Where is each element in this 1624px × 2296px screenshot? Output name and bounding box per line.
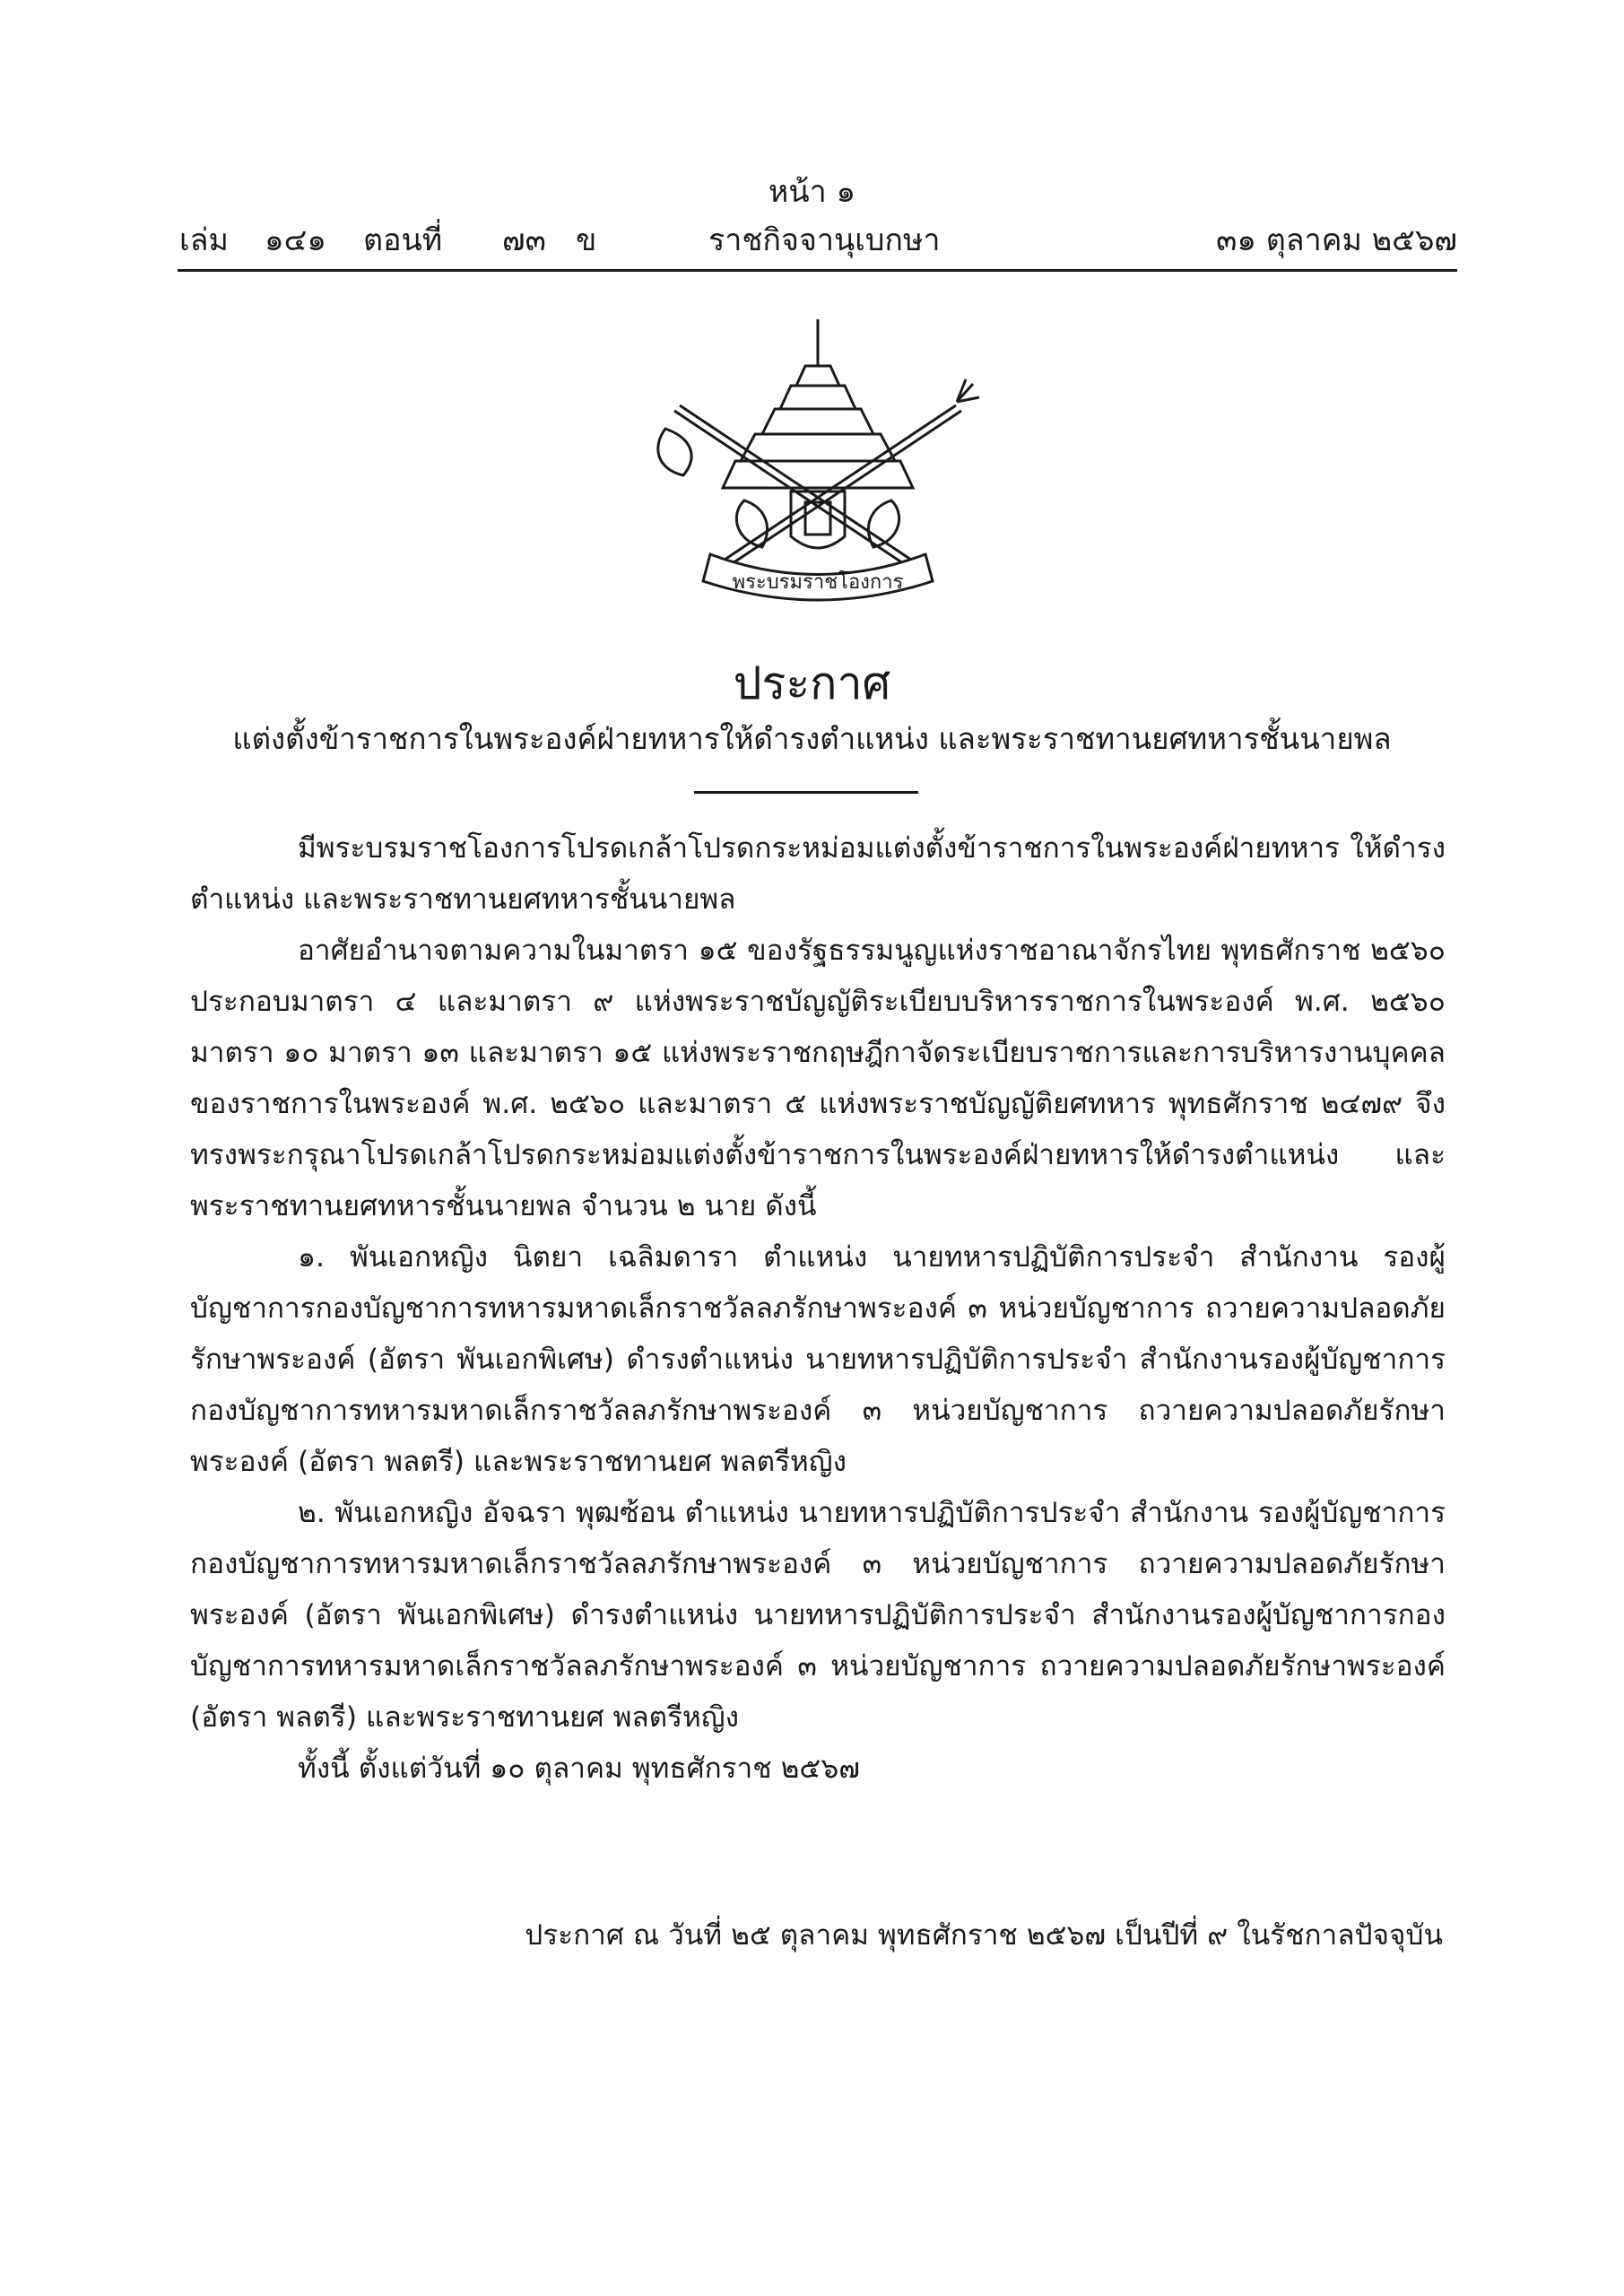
paragraph: มีพระบรมราชโองการโปรดเกล้าโปรดกระหม่อมแต่งตั้งข้าราชการในพระองค์ฝ่ายทหาร ให้ดำรงตำแหน่ง และพระราชทานยศทหารชั้นนายพล [190,832,1446,916]
paragraph: ทั้งนี้ ตั้งแต่วันที่ ๑๐ ตุลาคม พุทธศักราช ๒๕๖๗ [298,1752,860,1785]
header-divider [178,269,1457,272]
paragraph: ๒. พันเอกหญิง อัจฉรา พุฒซ้อน ตำแหน่ง นายทหารปฏิบัติการประจำ สำนักงาน รองผู้บัญชาการกองบัญชาการทหารมหาดเล็กราชวัลลภรักษาพระองค์ ๓ หน่วยบัญชาการ ถวายความปลอดภัยรักษาพระองค์ (อัตรา พันเอกพิเศษ) ดำรงตำแหน่ง นายทหารปฏิบัติการประจำ สำนักงานรองผู้บัญชาการกองบัญชาการทหารมหาดเล็กราชวัลลภรักษาพระองค์ ๓ หน่วยบัญชาการ ถวายความปลอดภัยรักษาพระองค์ (อัตรา พลตรี) และพระราชทานยศ พลตรีหญิง [190,1497,1446,1734]
paragraph: ๑. พันเอกหญิง นิตยา เฉลิมดารา ตำแหน่ง นายทหารปฏิบัติการประจำ สำนักงาน รองผู้บัญชาการกองบัญชาการทหารมหาดเล็กราชวัลลภรักษาพระองค์ ๓ หน่วยบัญชาการ ถวายความปลอดภัยรักษาพระองค์ (อัตรา พันเอกพิเศษ) ดำรงตำแหน่ง นายทหารปฏิบัติการประจำ สำนักงานรองผู้บัญชาการกองบัญชาการทหารมหาดเล็กราชวัลลภรักษาพระองค์ ๓ หน่วยบัญชาการ ถวายความปลอดภัยรักษาพระองค์ (อัตรา พลตรี) และพระราชทานยศ พลตรีหญิง [190,1241,1446,1478]
gazette-header [179,221,1457,260]
section-letter: ข [576,222,597,258]
emblem-motto: พระบรมราชโองการ [732,571,904,594]
document-subtitle: แต่งตั้งข้าราชการในพระองค์ฝ่ายทหารให้ดำรงตำแหน่ง และพระราชทานยศทหารชั้นนายพล [232,721,1392,756]
publication-date: ๓๑ ตุลาคม ๒๕๖๗ [1216,222,1457,258]
document-body [190,823,1446,1795]
gazette-name: ราชกิจจานุเบกษา [708,222,941,258]
document-title: ประกาศ [733,657,891,709]
paragraph: อาศัยอำนาจตามความในมาตรา ๑๕ ของรัฐธรรมนูญแห่งราชอาณาจักรไทย พุทธศักราช ๒๕๖๐ ประกอบมาตรา ๔ และมาตรา ๙ แห่งพระราชบัญญัติระเบียบบริหารราชการในพระองค์ พ.ศ. ๒๕๖๐ มาตรา ๑๐ มาตรา ๑๓ และมาตรา ๑๕ แห่งพระราชกฤษฎีกาจัดระเบียบราชการและการบริหารงานบุคคล ของราชการในพระองค์ พ.ศ. ๒๕๖๐ และมาตรา ๕ แห่งพระราชบัญญัติยศทหาร พุทธศักราช ๒๔๗๙ จึงทรงพระกรุณาโปรดเกล้าโปรดกระหม่อมแต่งตั้งข้าราชการในพระองค์ฝ่ายทหารให้ดำรงตำแหน่ง และพระราชทานยศทหารชั้นนายพล จำนวน ๒ นาย ดังนี้ [190,935,1446,1222]
issue-number: ๗๓ [502,222,546,258]
volume-label: เล่ม [179,222,229,258]
royal-emblem-icon [647,312,988,619]
volume-number: ๑๔๑ [265,222,326,258]
announcement-signoff: ประกาศ ณ วันที่ ๒๕ ตุลาคม พุทธศักราช ๒๕๖๗ เป็นปีที่ ๙ ในรัชกาลปัจจุบัน [525,1919,1443,1952]
issue-label: ตอนที่ [363,222,443,258]
page-number: หน้า ๑ [768,174,856,210]
title-divider [694,791,918,794]
